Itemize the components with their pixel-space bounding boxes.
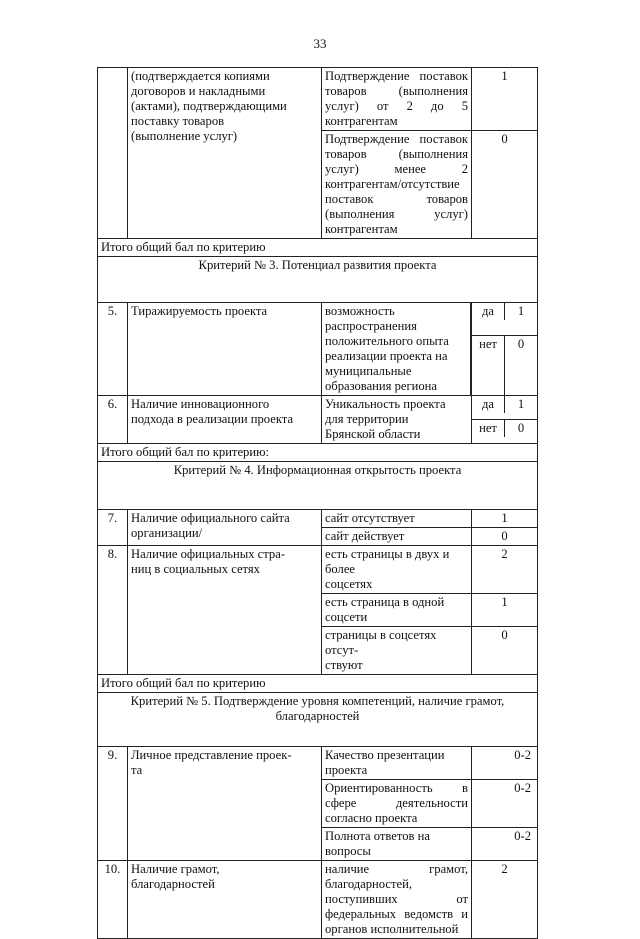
row-number: 7. <box>98 510 128 546</box>
criterion-cell: (подтверждается копиями договоров и накладными (актами), подтверждающими поставку товаров (выполнение услуг) <box>128 68 322 239</box>
indicator-cell: возможность распространения положительного опыта реализации проекта на муниципальные образования региона <box>322 303 470 395</box>
total-label: Итого общий бал по критерию <box>98 239 538 257</box>
option-cell: есть страница в одной соцсети <box>322 594 472 627</box>
criterion-cell: Тиражируемость проекта <box>128 303 322 396</box>
total-label: Итого общий бал по критерию: <box>98 444 538 462</box>
option-cell: страницы в соцсетях отсут- ствуют <box>322 627 472 675</box>
total-row <box>98 239 538 257</box>
total-row <box>98 444 538 462</box>
score-cell: 1 <box>472 510 538 528</box>
row-number: 5. <box>98 303 128 396</box>
score-cell: 1 <box>472 68 538 131</box>
row-number: 9. <box>98 747 128 861</box>
score-cell: 2 <box>472 861 538 939</box>
criterion-cell: Наличие официальных стра- ниц в социальных сетях <box>128 546 322 675</box>
criterion-cell: Личное представление проек- та <box>128 747 322 861</box>
criterion-heading-row <box>98 693 538 747</box>
option-cell: Качество презентации проекта <box>322 747 472 780</box>
option-cell: Подтверждение поставок товаров (выполнения услуг) от 2 до 5 контрагентам <box>322 68 472 131</box>
score-cell: 0-2 <box>472 828 538 861</box>
yes-label: да <box>472 303 505 320</box>
total-label: Итого общий бал по критерию <box>98 675 538 693</box>
row-number: 6. <box>98 396 128 444</box>
option-cell: Ориентированность в сфере деятельности согласно проекта <box>322 780 472 828</box>
score-cell: 0 <box>517 421 525 435</box>
table-row <box>98 303 538 336</box>
table-row <box>98 861 538 939</box>
option-cell: есть страницы в двух и более соцсетях <box>322 546 472 594</box>
row-number: 8. <box>98 546 128 675</box>
criteria-table <box>97 67 538 939</box>
score-cell: 0 <box>517 337 525 351</box>
total-row <box>98 675 538 693</box>
criterion-heading-row <box>98 462 538 510</box>
option-cell: Полнота ответов на вопросы <box>322 828 472 861</box>
table-row <box>98 68 538 131</box>
score-cell: 0 <box>472 131 538 239</box>
row-number: 10. <box>98 861 128 939</box>
criterion-heading: Критерий № 4. Информационная открытость проекта <box>98 462 538 510</box>
option-cell: Подтверждение поставок товаров (выполнения услуг) менее 2 контрагентам/отсутствие поставок товаров (выполнения услуг) контрагентам <box>322 131 472 239</box>
table-row <box>98 546 538 594</box>
criterion-heading: Критерий № 3. Потенциал развития проекта <box>98 257 538 303</box>
yes-label: да <box>472 396 505 413</box>
score-cell: 0-2 <box>472 780 538 828</box>
indicator-cell: Уникальность проекта для территории Брянской области <box>322 396 472 444</box>
criterion-cell: Наличие грамот, благодарностей <box>128 861 322 939</box>
no-label: нет <box>472 336 505 395</box>
criterion-heading: Критерий № 5. Подтверждение уровня компетенций, наличие грамот, благодарностей <box>98 693 538 747</box>
table-row <box>98 747 538 780</box>
table-row <box>98 396 538 420</box>
score-cell: 1 <box>517 397 525 411</box>
score-cell: 0-2 <box>472 747 538 780</box>
indicator-cell: наличие грамот, благодарностей, поступивших от федеральных ведомств и органов исполнительной <box>322 861 472 939</box>
score-cell: 0 <box>472 627 538 675</box>
table-row <box>98 510 538 528</box>
criterion-cell: Наличие инновационного подхода в реализации проекта <box>128 396 322 444</box>
score-cell: 0 <box>472 528 538 546</box>
score-cell: 1 <box>472 594 538 627</box>
option-cell: сайт отсутствует <box>322 510 472 528</box>
page-number: 33 <box>313 36 327 51</box>
criterion-cell: Наличие официального сайта организации/ <box>128 510 322 546</box>
criterion-heading-row <box>98 257 538 303</box>
score-cell: 2 <box>472 546 538 594</box>
no-label: нет <box>472 420 505 437</box>
option-cell: сайт действует <box>322 528 472 546</box>
score-cell: 1 <box>517 304 525 318</box>
